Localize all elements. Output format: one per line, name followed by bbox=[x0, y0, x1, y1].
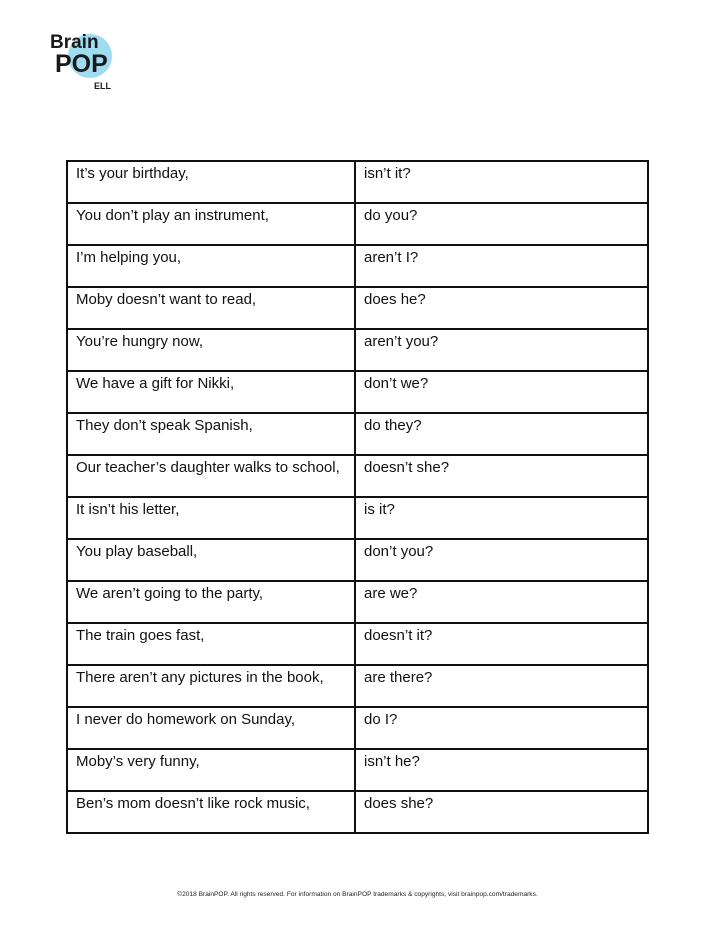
table-row bbox=[67, 371, 648, 413]
tag-question-cell: aren’t you? bbox=[355, 329, 648, 371]
statement-cell: We aren’t going to the party, bbox=[67, 581, 355, 623]
tag-question-cell: does he? bbox=[355, 287, 648, 329]
table-body bbox=[67, 161, 648, 833]
table-row bbox=[67, 287, 648, 329]
table-row bbox=[67, 203, 648, 245]
tag-question-cell: don’t you? bbox=[355, 539, 648, 581]
tag-questions-table bbox=[66, 160, 649, 834]
table-row bbox=[67, 581, 648, 623]
tag-question-cell: are we? bbox=[355, 581, 648, 623]
statement-cell: Moby doesn’t want to read, bbox=[67, 287, 355, 329]
tag-question-cell: doesn’t it? bbox=[355, 623, 648, 665]
statement-cell: The train goes fast, bbox=[67, 623, 355, 665]
table-row bbox=[67, 497, 648, 539]
table-row bbox=[67, 455, 648, 497]
table-row bbox=[67, 791, 648, 833]
statement-cell: I’m helping you, bbox=[67, 245, 355, 287]
tag-question-cell: don’t we? bbox=[355, 371, 648, 413]
table-row bbox=[67, 161, 648, 203]
tag-question-cell: do you? bbox=[355, 203, 648, 245]
tag-question-cell: are there? bbox=[355, 665, 648, 707]
logo-line2: POP bbox=[55, 50, 108, 78]
tag-question-cell: isn’t he? bbox=[355, 749, 648, 791]
statement-cell: It’s your birthday, bbox=[67, 161, 355, 203]
table-row bbox=[67, 329, 648, 371]
statement-cell: Moby’s very funny, bbox=[67, 749, 355, 791]
logo-sub: ELL bbox=[94, 81, 111, 91]
statement-cell: You play baseball, bbox=[67, 539, 355, 581]
table-row bbox=[67, 539, 648, 581]
table-row bbox=[67, 749, 648, 791]
statement-cell: You’re hungry now, bbox=[67, 329, 355, 371]
tag-question-cell: do I? bbox=[355, 707, 648, 749]
table-row bbox=[67, 707, 648, 749]
tag-question-cell: does she? bbox=[355, 791, 648, 833]
tag-question-cell: doesn’t she? bbox=[355, 455, 648, 497]
statement-cell: Our teacher’s daughter walks to school, bbox=[67, 455, 355, 497]
statement-cell: You don’t play an instrument, bbox=[67, 203, 355, 245]
statement-cell: It isn’t his letter, bbox=[67, 497, 355, 539]
tag-question-cell: aren’t I? bbox=[355, 245, 648, 287]
statement-cell: We have a gift for Nikki, bbox=[67, 371, 355, 413]
statement-cell: They don’t speak Spanish, bbox=[67, 413, 355, 455]
table-row bbox=[67, 665, 648, 707]
table-row bbox=[67, 245, 648, 287]
brainpop-ell-logo bbox=[44, 28, 128, 98]
tag-question-cell: do they? bbox=[355, 413, 648, 455]
copyright-footer: ©2018 BrainPOP. All rights reserved. For information on BrainPOP trademarks & copyrights, visit brainpop.com/trademarks. bbox=[177, 891, 538, 898]
table-row bbox=[67, 413, 648, 455]
statement-cell: Ben’s mom doesn’t like rock music, bbox=[67, 791, 355, 833]
statement-cell: There aren’t any pictures in the book, bbox=[67, 665, 355, 707]
logo-line1: Brain bbox=[50, 32, 99, 53]
statement-cell: I never do homework on Sunday, bbox=[67, 707, 355, 749]
tag-question-cell: is it? bbox=[355, 497, 648, 539]
table-row bbox=[67, 623, 648, 665]
brainpop-logo-graphic bbox=[44, 28, 128, 98]
tag-question-cell: isn’t it? bbox=[355, 161, 648, 203]
